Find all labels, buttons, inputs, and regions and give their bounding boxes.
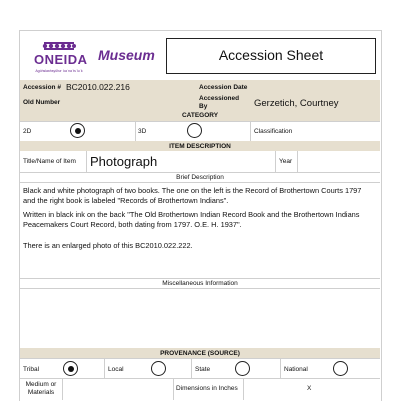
museum-label: Museum xyxy=(98,47,155,63)
accession-number-label: Accession # xyxy=(23,84,61,91)
org-name: ONEIDA xyxy=(34,52,88,67)
brief-description-p1: Black and white photograph of two books. The one on the left is the Record of Brothertown Courts 1797 and the right book is labeled "Records of Brothertown Indians". xyxy=(23,186,362,205)
category-3d-radio[interactable] xyxy=(187,123,202,138)
provenance-local-radio[interactable] xyxy=(151,361,166,376)
category-header: CATEGORY xyxy=(181,112,219,119)
provenance-state-label: State xyxy=(195,366,211,373)
provenance-tribal-radio[interactable] xyxy=(63,361,78,376)
category-2d-radio[interactable] xyxy=(70,123,85,138)
category-3d-label: 3D xyxy=(138,128,147,135)
brief-description-label: Brief Description xyxy=(176,174,224,181)
brief-description-p2: Written in black ink on the back "The Old Brothertown Indian Record Book and the Brothertown Indians Peacemakers Court Record, both dating from 1797. O.E. H. 1937". xyxy=(23,210,360,229)
provenance-national-radio[interactable] xyxy=(333,361,348,376)
year-label: Year xyxy=(279,158,293,165)
brief-description-p3: There is an enlarged photo of this BC2010.022.222. xyxy=(23,241,193,250)
classification-label: Classification xyxy=(254,128,293,135)
provenance-tribal-label: Tribal xyxy=(23,366,40,373)
sheet-title: Accession Sheet xyxy=(218,47,324,63)
provenance-state-radio[interactable] xyxy=(235,361,250,376)
oneida-logo-icon xyxy=(42,40,76,52)
org-tagline: Agóhslaʚhsyŭha· ka˙na˙ts˙lu˙k xyxy=(35,69,83,73)
accessioned-by-value[interactable]: Gerzetich, Courtney xyxy=(254,98,339,109)
provenance-national-label: National xyxy=(284,366,308,373)
medium-materials-label: Medium or Materials xyxy=(25,381,57,396)
item-description-header: ITEM DESCRIPTION xyxy=(169,143,231,150)
old-number-label: Old Number xyxy=(23,99,61,106)
accession-number-value[interactable]: BC2010.022.216 xyxy=(66,82,130,92)
dimensions-separator: X xyxy=(307,385,312,392)
title-name-label: Title/Name of Item xyxy=(23,158,76,165)
title-name-value[interactable]: Photograph xyxy=(90,154,158,169)
misc-information-label: Miscellaneous Information xyxy=(162,280,238,287)
provenance-local-label: Local xyxy=(108,366,124,373)
dimensions-label: Dimensions in Inches xyxy=(176,385,238,392)
accessioned-by-label: Accessioned By xyxy=(199,95,240,110)
category-2d-label: 2D xyxy=(23,128,32,135)
provenance-header: PROVENANCE (SOURCE) xyxy=(160,350,240,357)
accession-date-label: Accession Date xyxy=(199,84,248,91)
